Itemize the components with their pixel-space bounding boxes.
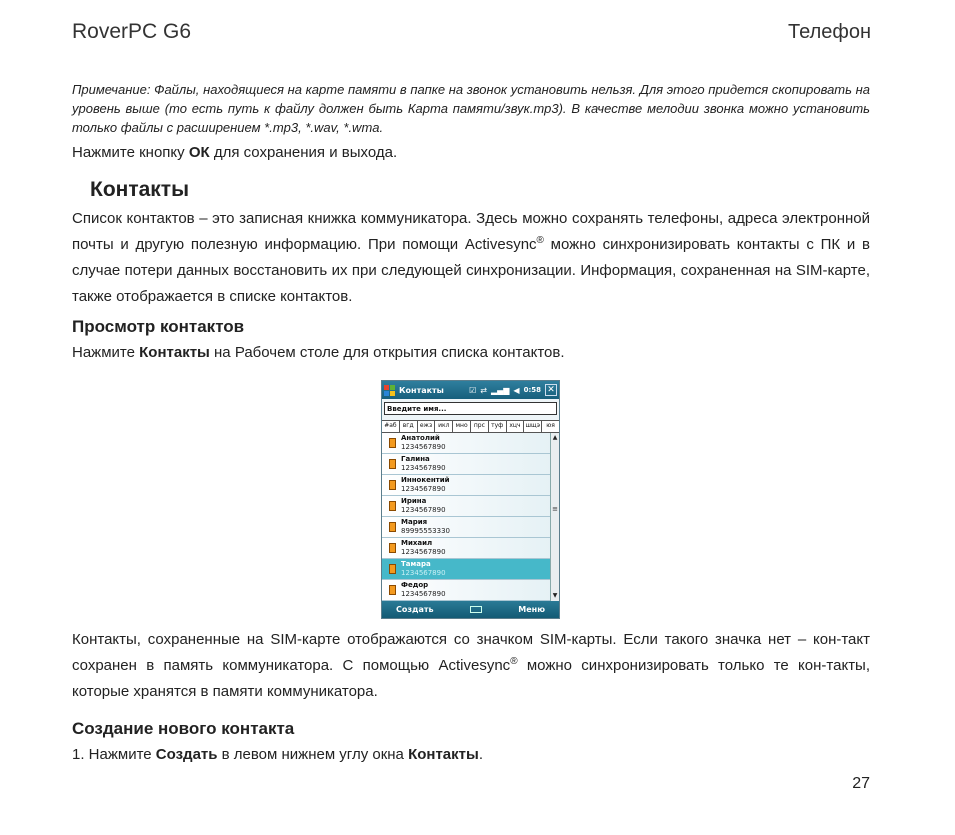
alphabet-tab[interactable]: вгд (400, 421, 418, 432)
contact-number: 1234567890 (401, 506, 446, 514)
create-contact-step: 1. Нажмите Создать в левом нижнем углу окна Контакты. (72, 746, 483, 763)
contact-number: 1234567890 (401, 548, 446, 556)
alphabet-tab[interactable]: юя (546, 422, 555, 429)
alphabet-tab[interactable]: мно (453, 421, 471, 432)
contact-row[interactable] (382, 580, 551, 601)
keyboard-icon[interactable] (470, 606, 482, 613)
contact-name: Иннокентий (401, 476, 450, 484)
contact-name: Анатолий (401, 434, 440, 442)
contacts-intro-paragraph: Список контактов – это записная книжка коммуникатора. Здесь можно сохранять телефоны, адреса электронной почты и другую полезную информацию. При помощи Activesync® можно синхронизировать контакты с ПК и в случае потери данных восстановить их при следующей синхронизации. Информация, сохраненная на SIM-карте, также отображается в списке контактов. (72, 210, 871, 305)
alphabet-tabs (382, 420, 559, 433)
create-contact-heading: Создание нового контакта (72, 719, 295, 738)
contact-card-icon (389, 501, 396, 511)
contact-name: Мария (401, 518, 428, 526)
contact-card-icon (389, 480, 396, 490)
contacts-heading: Контакты (90, 178, 190, 201)
contact-row[interactable] (382, 475, 551, 496)
contact-number: 1234567890 (401, 569, 446, 577)
alphabet-tab[interactable]: хцч (507, 421, 525, 432)
contact-row[interactable] (382, 454, 551, 475)
contact-number: 1234567890 (401, 590, 446, 598)
scroll-up-icon[interactable]: ▲ (552, 434, 558, 441)
phone-title-bar (382, 381, 559, 399)
contact-number: 1234567890 (401, 443, 446, 451)
contact-name: Федор (401, 581, 429, 589)
alphabet-tab[interactable]: #аб (382, 421, 400, 432)
menu-softkey[interactable]: Меню (518, 605, 545, 614)
volume-icon: ◀ (513, 385, 520, 395)
phone-clock: 0:58 (523, 386, 541, 394)
contact-card-icon (389, 522, 396, 532)
contact-name: Михаил (401, 539, 433, 547)
view-contacts-heading: Просмотр контактов (72, 317, 245, 336)
alphabet-tab[interactable]: ежз (418, 421, 436, 432)
alphabet-tab[interactable]: прс (471, 421, 489, 432)
create-softkey[interactable]: Создать (396, 605, 434, 614)
scroll-thumb[interactable]: ≡ (552, 505, 558, 513)
view-contacts-instruction: Нажмите Контакты на Рабочем столе для открытия списка контактов. (72, 344, 565, 361)
connectivity-icon: ⇄ (480, 385, 487, 395)
section-title: Телефон (788, 21, 871, 43)
contact-card-icon (389, 459, 396, 469)
signal-icon: ▂▄▆ (490, 385, 510, 395)
contact-card-icon (389, 585, 396, 595)
contact-card-icon (389, 438, 396, 448)
contact-search-input[interactable]: Введите имя... (384, 402, 557, 415)
contact-name: Тамара (401, 560, 431, 568)
alphabet-tab[interactable]: шщэ (524, 421, 542, 432)
contact-number: 1234567890 (401, 485, 446, 493)
contact-row[interactable] (382, 538, 551, 559)
contact-list (382, 433, 551, 601)
note-paragraph: Примечание: Файлы, находящиеся на карте памяти в папке на звонок установить нельзя. Для этого придется скопировать на уровень выше (то есть путь к файлу должен быть Карта памяти/звук.mp3). В качестве мелодии звонка можно установить только файлы с расширением *.mp3, *.wav, *.wma. (72, 82, 870, 135)
contact-card-icon (389, 543, 396, 553)
contact-number: 1234567890 (401, 464, 446, 472)
contact-row[interactable] (382, 496, 551, 517)
softkey-bar (382, 601, 559, 618)
contact-number: 89995553330 (401, 527, 450, 535)
phone-title: Контакты (399, 385, 444, 395)
contact-name: Ирина (401, 497, 427, 505)
close-icon[interactable]: ✕ (545, 384, 557, 396)
contact-row[interactable] (382, 517, 551, 538)
alphabet-tab[interactable]: икл (435, 421, 453, 432)
windows-start-icon[interactable] (384, 385, 395, 396)
scrollbar[interactable] (550, 433, 559, 601)
phone-screenshot (381, 380, 560, 619)
contact-row[interactable] (382, 559, 551, 580)
scroll-down-icon[interactable]: ▼ (552, 592, 558, 599)
sim-paragraph: Контакты, сохраненные на SIM-карте отображаются со значком SIM-карты. Если такого значка нет – кон-такт сохранен в память коммуникатора. С помощью Activesync® можно синхронизировать только те кон-такты, которые хранятся в памяти коммуникатора. (72, 631, 871, 700)
contact-card-icon (389, 564, 396, 574)
ok-keyword: ОК (188, 144, 210, 161)
checkbox-icon: ☑ (469, 385, 477, 395)
document-brand: RoverPC G6 (72, 20, 192, 43)
alphabet-tab[interactable]: туф (489, 421, 507, 432)
contact-name: Галина (401, 455, 430, 463)
page-number: 27 (852, 775, 870, 792)
ok-instruction: Нажмите кнопку ОК для сохранения и выхода. (72, 144, 398, 161)
contact-row[interactable] (382, 433, 551, 454)
